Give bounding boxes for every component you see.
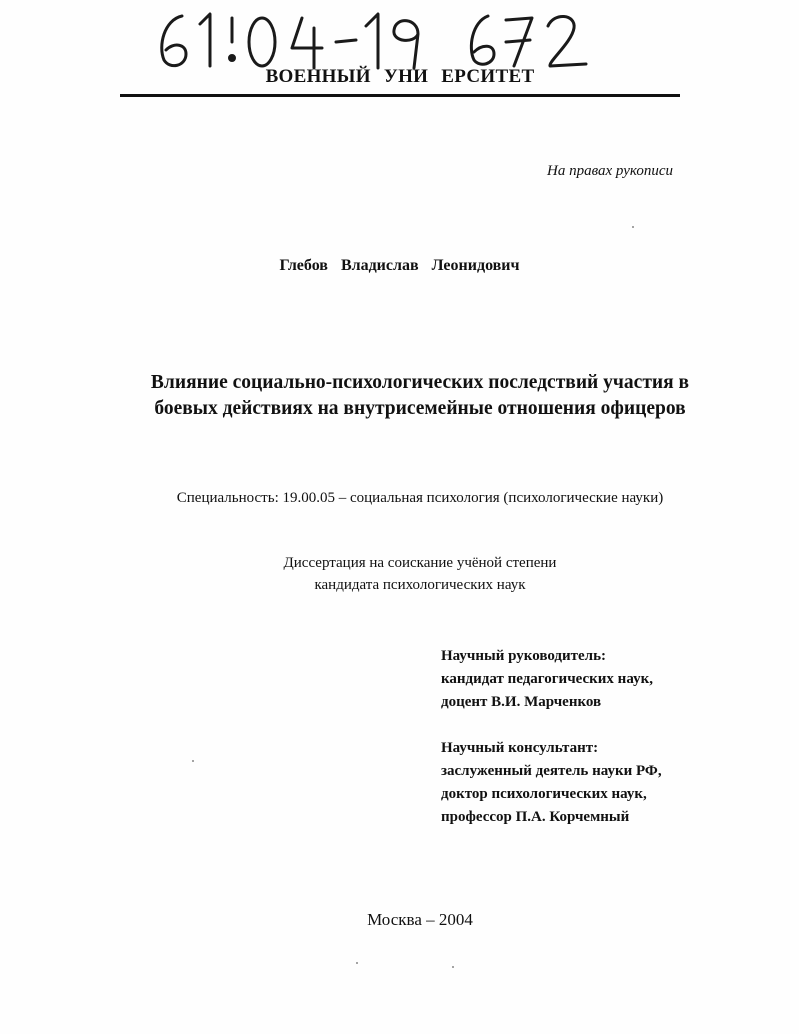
degree-line: Диссертация на соискание учёной степени: [283, 555, 557, 571]
supervisor-name: доцент В.И. Марченков: [441, 694, 602, 710]
consultant-name: профессор П.А. Корчемный: [441, 809, 630, 825]
scan-speck: [192, 760, 194, 762]
dissertation-title: [100, 370, 740, 422]
consultant-block: [441, 737, 662, 829]
consultant-heading: Научный консультант:: [441, 740, 599, 756]
consultant-title: заслуженный деятель науки РФ,: [441, 763, 662, 779]
title-line: Влияние социально-психологических последствий участия в: [150, 372, 690, 393]
scan-speck: [452, 966, 454, 968]
specialty-line: Специальность: 19.00.05 – социальная психология (психологические науки): [176, 490, 664, 506]
degree-statement: [0, 552, 799, 596]
header-divider: [120, 94, 680, 97]
scan-speck: [632, 226, 634, 228]
handwritten-archive-code: [152, 6, 592, 72]
consultant-degree: доктор психологических наук,: [441, 786, 647, 802]
manuscript-rights-note: На правах рукописи: [547, 163, 673, 179]
supervisor-degree: кандидат педагогических наук,: [441, 671, 653, 687]
city-year: Москва – 2004: [367, 910, 473, 929]
scan-speck: [356, 962, 358, 964]
supervisor-heading: Научный руководитель:: [441, 648, 606, 664]
degree-line: кандидата психологических наук: [314, 577, 526, 593]
author-name: Глебов Владислав Леонидович: [279, 257, 520, 274]
supervisor-block: [441, 645, 653, 714]
university-name: ВОЕННЫЙ УНИ ЕРСИТЕТ: [265, 66, 535, 87]
title-line: боевых действиях на внутрисемейные отношения офицеров: [154, 398, 686, 419]
handwritten-code-drawing: [152, 6, 592, 72]
